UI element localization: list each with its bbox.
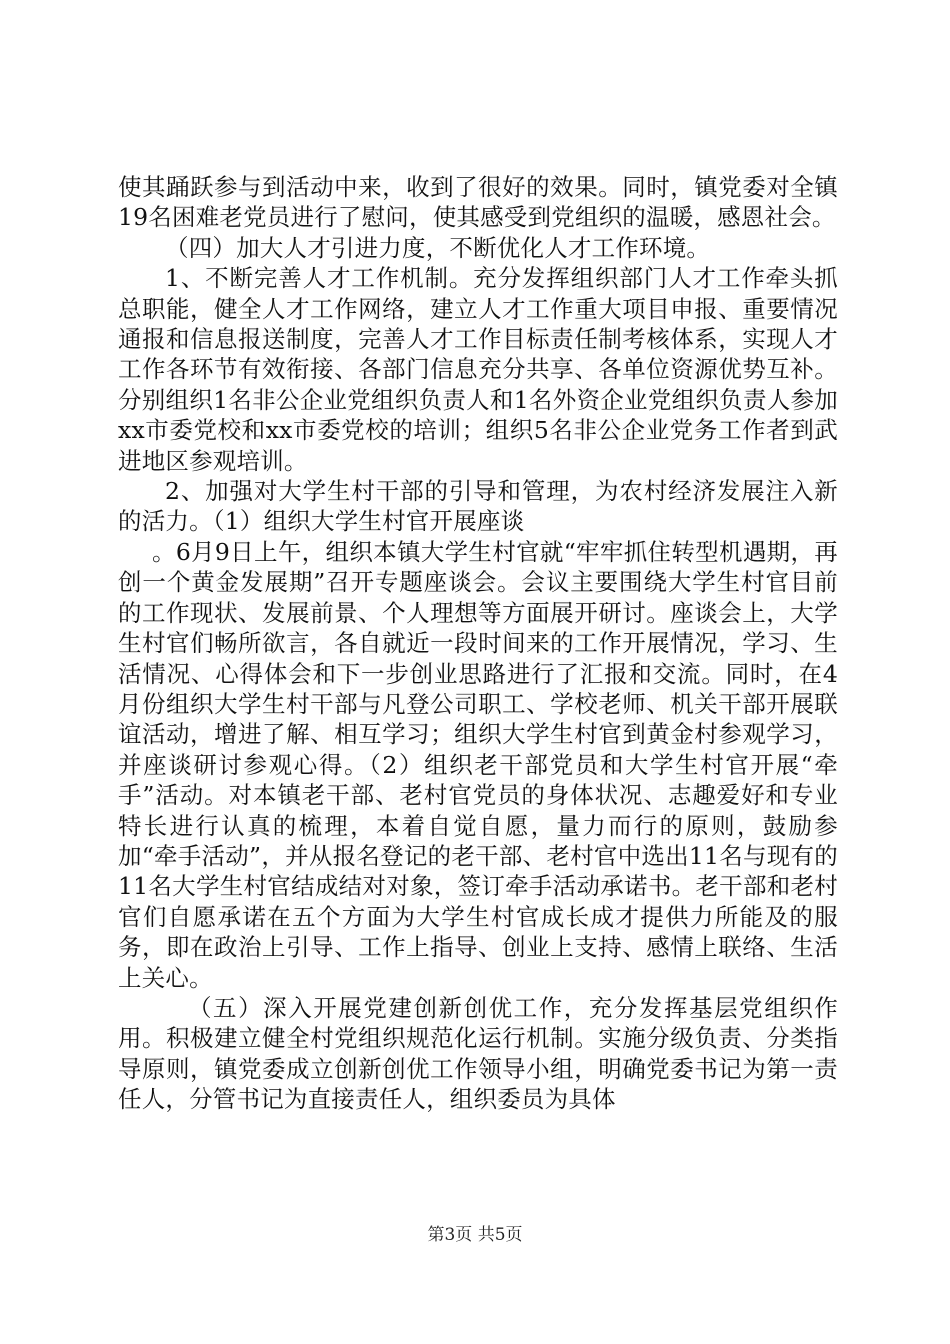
section-heading-5: （五）深入开展党建创新创优工作，充分发挥基层党组织作用。积极建立健全村党组织规范化运行机制。实施分级负责、分类指导原则，镇党委成立创新创优工作领导小组，明确党委书记为第一责任人，分管书记为直接责任人，组织委员为具体 [118, 993, 838, 1114]
paragraph-item-2: 2、加强对大学生村干部的引导和管理，为农村经济发展注入新的活力。（1）组织大学生村官开展座谈 [118, 477, 838, 536]
paragraph-continuation: 使其踊跃参与到活动中来，收到了很好的效果。同时，镇党委对全镇19名困难老党员进行了慰问，使其感受到党组织的温暖，感恩社会。 [118, 173, 838, 232]
page-number-footer: 第3页 共5页 [427, 1225, 523, 1245]
paragraph-item-1: 1、不断完善人才工作机制。充分发挥组织部门人才工作牵头抓总职能，健全人才工作网络，建立人才工作重大项目申报、重要情况通报和信息报送制度，完善人才工作目标责任制考核体系，实现人才工作各环节有效衔接、各部门信息充分共享、各单位资源优势互补。分别组织1名非公企业党组织负责人和1名外资企业党组织负责人参加xx市委党校和xx市委党校的培训；组织5名非公企业党务工作者到武进地区参观培训。 [118, 264, 838, 475]
document-body [118, 172, 838, 1115]
paragraph-item-2-detail: 。6月9日上午，组织本镇大学生村官就“牢牢抓住转型机遇期，再创一个黄金发展期”召开专题座谈会。会议主要围绕大学生村官目前的工作现状、发展前景、个人理想等方面展开研讨。座谈会上，大学生村官们畅所欲言，各自就近一段时间来的工作开展情况，学习、生活情况、心得体会和下一步创业思路进行了汇报和交流。同时，在4月份组织大学生村干部与凡登公司职工、学校老师、机关干部开展联谊活动，增进了解、相互学习；组织大学生村官到黄金村参观学习，并座谈研讨参观心得。（2）组织老干部党员和大学生村官开展“牵手”活动。对本镇老干部、老村官党员的身体状况、志趣爱好和专业特长进行认真的梳理，本着自觉自愿，量力而行的原则，鼓励参加“牵手活动”，并从报名登记的老干部、老村官中选出11名与现有的11名大学生村官结成结对对象，签订牵手活动承诺书。老干部和老村官们自愿承诺在五个方面为大学生村官成长成才提供力所能及的服务，即在政治上引导、工作上指导、创业上支持、感情上联络、生活上关心。 [118, 537, 838, 992]
section-heading-4: （四）加大人才引进力度，不断优化人才工作环境。 [165, 233, 711, 262]
